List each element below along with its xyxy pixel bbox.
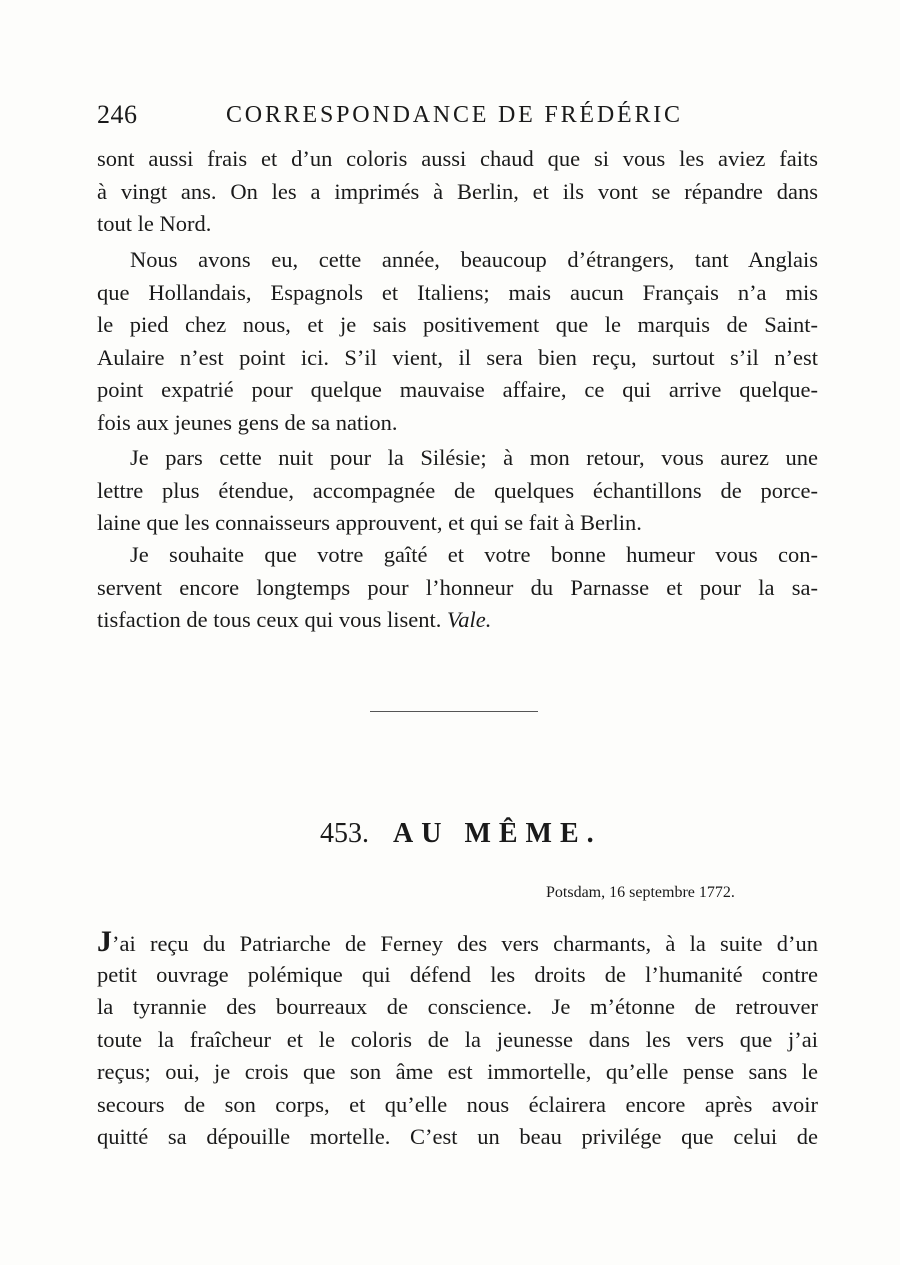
text-line: ’ai reçu du Patriarche de Ferney des vers charmants, à la suite d’un <box>112 931 818 956</box>
letter-heading <box>320 818 602 850</box>
letter-title: AU MÊME. <box>393 818 602 849</box>
first-line <box>97 926 818 959</box>
closing-line <box>97 604 818 637</box>
text-line: lettre plus étendue, accompagnée de quelques échantillons de porce- <box>97 477 818 503</box>
text-line: tisfaction de tous ceux qui vous lisent. <box>97 607 442 632</box>
text-line: Aulaire n’est point ici. S’il vient, il sera bien reçu, surtout s’il n’est <box>97 344 818 370</box>
paragraph-4 <box>97 539 818 637</box>
dateline: Potsdam, 16 septembre 1772. <box>546 884 735 901</box>
running-head: CORRESPONDANCE DE FRÉDÉRIC <box>226 102 683 128</box>
text-line: toute la fraîcheur et le coloris de la jeunesse dans les vers que j’ai <box>97 1026 818 1052</box>
text-line: le pied chez nous, et je sais positivement que le marquis de Saint- <box>97 312 818 337</box>
text-line: la tyrannie des bourreaux de conscience. Je m’étonne de retrouver <box>97 994 818 1019</box>
text-line: point expatrié pour quelque mauvaise affaire, ce qui arrive quelque- <box>97 377 818 402</box>
page-number: 246 <box>97 100 138 129</box>
paragraph-3 <box>97 442 818 540</box>
closing-salutation: Vale. <box>446 607 492 632</box>
text-line: quitté sa dépouille mortelle. C’est un beau privilége que celui de <box>97 1124 818 1149</box>
text-line: petit ouvrage polémique qui défend les droits de l’humanité contre <box>97 961 818 987</box>
text-line: sont aussi frais et d’un coloris aussi chaud que si vous les aviez faits <box>97 146 818 171</box>
letter-body <box>97 926 818 1154</box>
text-line: fois aux jeunes gens de sa nation. <box>97 409 398 435</box>
text-line: que Hollandais, Espagnols et Italiens; mais aucun Français n’a mis <box>97 279 818 305</box>
text-line: Je souhaite que votre gaîté et votre bonne humeur vous con- <box>130 542 818 567</box>
text-line: laine que les connaisseurs approuvent, et qui se fait à Berlin. <box>97 510 642 535</box>
text-line: reçus; oui, je crois que son âme est immortelle, qu’elle pense sans le <box>97 1059 818 1084</box>
drop-cap: J <box>97 925 112 958</box>
text-line: Je pars cette nuit pour la Silésie; à mon retour, vous aurez une <box>130 445 818 470</box>
text-line: servent encore longtemps pour l’honneur du Parnasse et pour la sa- <box>97 574 818 600</box>
section-divider <box>370 711 538 712</box>
paragraph-2 <box>97 244 818 439</box>
text-line: à vingt ans. On les a imprimés à Berlin, et ils vont se répandre dans <box>97 178 818 204</box>
text-line: tout le Nord. <box>97 211 212 236</box>
text-line: Nous avons eu, cette année, beaucoup d’étrangers, tant Anglais <box>130 247 818 272</box>
letter-number: 453. <box>320 818 369 849</box>
text-line: secours de son corps, et qu’elle nous éclairera encore après avoir <box>97 1091 818 1117</box>
paragraph-1 <box>97 143 818 241</box>
